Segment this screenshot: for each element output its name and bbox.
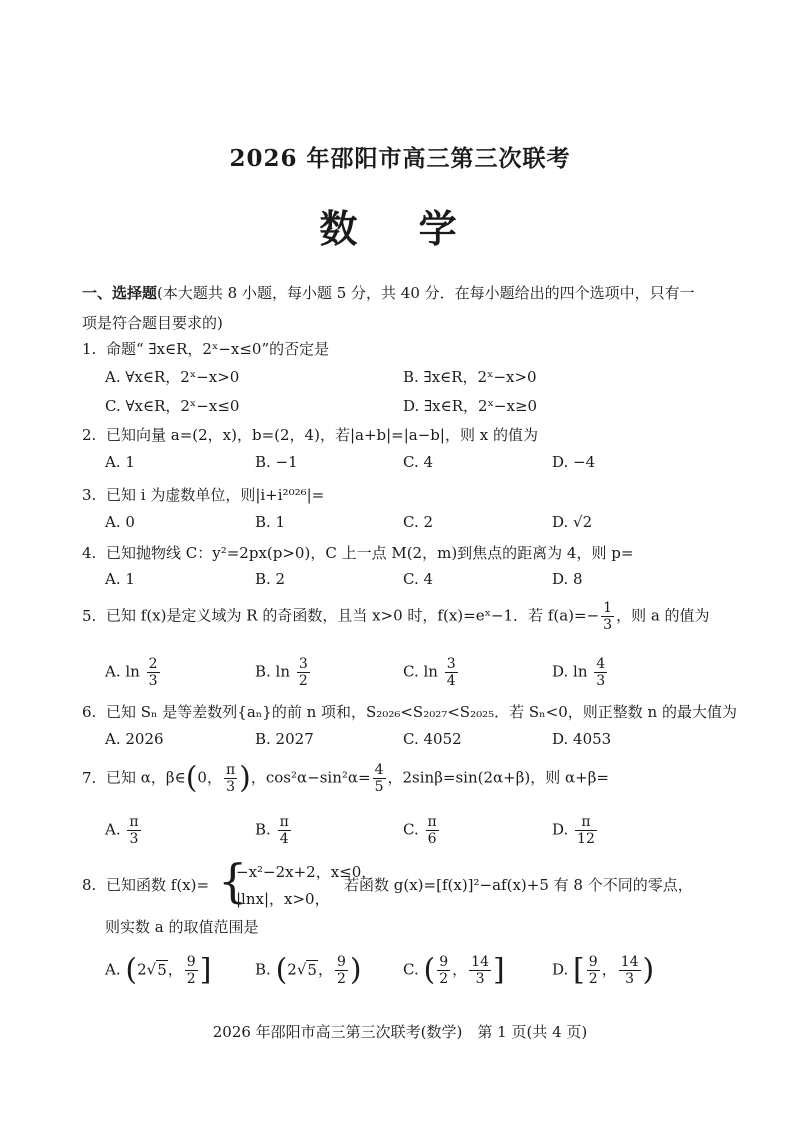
option-c: C. 4 <box>403 453 434 471</box>
numerator: 9 <box>186 954 196 970</box>
option-a <box>105 954 211 987</box>
option-a: A. 1 <box>105 570 135 588</box>
option-label: B. <box>255 820 271 839</box>
question-stem: 已知向量 a=(2，x)，b=(2，4)，若|a+b|=|a−b|，则 x 的值为 <box>106 426 538 444</box>
option-c <box>403 954 505 987</box>
interval-open: ( <box>275 952 288 988</box>
fraction <box>601 600 614 633</box>
option-d: D. −4 <box>552 453 596 471</box>
radicand: 5 <box>157 960 167 979</box>
option-a <box>105 656 162 689</box>
interval-open: ( <box>125 952 138 988</box>
question-4 <box>82 542 742 563</box>
fraction <box>594 656 607 689</box>
fraction <box>469 954 491 987</box>
denominator: 6 <box>427 831 437 847</box>
question-number: 8. <box>82 876 97 894</box>
option-label: D. ln <box>552 662 588 681</box>
option-c: C. 2 <box>403 513 434 531</box>
numerator: 9 <box>588 954 598 970</box>
sqrt-sign: √ <box>296 960 307 979</box>
fraction <box>224 762 237 795</box>
section-instruction-cont: 项是符合题目要求的) <box>82 314 223 332</box>
fraction <box>335 954 348 987</box>
option-c <box>403 814 441 847</box>
question-number: 4. <box>82 544 97 562</box>
subject-title: 数 学 <box>319 206 481 251</box>
option-label: B. <box>255 960 271 979</box>
question-stem-end: ，则 a 的值为 <box>616 606 710 625</box>
option-d: D. 4053 <box>552 730 612 748</box>
question-stem-end: 则实数 a 的取值范围是 <box>105 918 259 936</box>
question-stem: 命题“ ∃x∈R，2ˣ−x≤0”的否定是 <box>106 340 330 358</box>
radicand: 5 <box>307 960 317 979</box>
option-a: A. 0 <box>105 513 135 531</box>
option-b: B. 2027 <box>255 730 314 748</box>
denominator: 2 <box>298 673 308 689</box>
option-label: A. <box>105 960 121 979</box>
denominator: 3 <box>603 617 613 633</box>
numerator: 14 <box>620 954 639 970</box>
fraction <box>373 762 386 795</box>
denominator: 4 <box>279 831 289 847</box>
question-8-stem-end <box>105 916 765 937</box>
numerator: 9 <box>439 954 449 970</box>
question-stem-end: ，2sinβ=sin(2α+β)，则 α+β= <box>387 768 609 787</box>
fraction <box>127 814 140 847</box>
fraction <box>147 656 160 689</box>
option-d <box>552 954 654 987</box>
numerator: 1 <box>603 600 613 616</box>
interval-open: ( <box>185 760 198 796</box>
option-b <box>255 954 362 987</box>
question-number: 3. <box>82 486 97 504</box>
denominator: 2 <box>439 971 449 987</box>
question-3 <box>82 484 742 505</box>
question-number: 7. <box>82 768 97 787</box>
option-a: A. 2026 <box>105 730 164 748</box>
fraction <box>437 954 450 987</box>
separator: ， <box>317 960 333 979</box>
denominator: 3 <box>475 971 485 987</box>
question-5 <box>82 600 742 633</box>
numerator: 3 <box>298 656 308 672</box>
question-stem: 已知抛物线 C：y²=2px(p>0)，C 上一点 M(2，m)到焦点的距离为 4，则 p= <box>106 544 634 562</box>
option-b: B. 1 <box>255 513 286 531</box>
fraction <box>185 954 198 987</box>
numerator: 14 <box>471 954 489 970</box>
option-label: A. ln <box>105 662 140 681</box>
numerator: π <box>427 814 437 830</box>
option-c: C. 4052 <box>403 730 462 748</box>
fraction <box>619 954 641 987</box>
interval-close: ) <box>642 952 655 988</box>
denominator: 4 <box>446 673 456 689</box>
coefficient: 2 <box>137 960 147 979</box>
question-stem-mid: ，cos²α−sin²α= <box>250 768 371 787</box>
question-number: 1. <box>82 340 97 358</box>
question-stem: 已知 i 为虚数单位，则|i+i²⁰²⁶|= <box>106 486 325 504</box>
numerator: π <box>129 814 139 830</box>
interval-close: ] <box>492 952 505 988</box>
denominator: 3 <box>129 831 139 847</box>
numerator: 3 <box>446 656 456 672</box>
numerator: π <box>575 814 597 831</box>
page-footer: 2026 年邵阳市高三第三次联考(数学) 第 1 页(共 4 页) <box>212 1023 588 1041</box>
fraction <box>297 656 310 689</box>
option-label: D. <box>552 820 569 839</box>
piecewise-case-1: −x²−2x+2，x≤0， <box>236 863 377 881</box>
sqrt-sign: √ <box>146 960 157 979</box>
separator: ， <box>601 960 617 979</box>
option-b <box>255 814 293 847</box>
section-label: 一、选择题 <box>82 284 158 302</box>
interval-close: ) <box>239 760 251 796</box>
denominator: 3 <box>148 673 158 689</box>
interval-start: 0， <box>197 768 222 787</box>
option-d: D. ∃x∈R，2ˣ−x≥0 <box>403 397 538 415</box>
option-a: A. 1 <box>105 453 135 471</box>
denominator: 2 <box>186 971 196 987</box>
piecewise-brace: { <box>218 854 248 908</box>
question-stem: 已知 Sₙ 是等差数列{aₙ}的前 n 项和，S₂₀₂₆<S₂₀₂₇<S₂₀₂₅．若 Sₙ<0，则正整数 n 的最大值为 <box>106 703 737 721</box>
coefficient: 2 <box>287 960 297 979</box>
option-label: D. <box>552 960 569 979</box>
page-title: 2026 年邵阳市高三第三次联考 <box>229 145 571 172</box>
question-stem: 已知 f(x)是定义域为 R 的奇函数，且当 x>0 时，f(x)=eˣ−1．若 f(a)=− <box>106 606 600 625</box>
interval-close: ) <box>349 952 362 988</box>
question-stem-mid: 若函数 g(x)=[f(x)]²−af(x)+5 有 8 个不同的零点， <box>344 876 693 894</box>
option-d <box>552 814 599 847</box>
denominator: 3 <box>226 779 236 795</box>
question-6 <box>82 701 742 722</box>
denominator: 3 <box>596 673 606 689</box>
option-label: C. <box>403 820 419 839</box>
question-7 <box>82 762 742 795</box>
option-b: B. −1 <box>255 453 298 471</box>
question-number: 5. <box>82 606 97 625</box>
question-stem: 已知 α，β∈ <box>106 768 186 787</box>
option-b: B. 2 <box>255 570 286 588</box>
question-2 <box>82 424 742 445</box>
question-number: 2. <box>82 426 97 444</box>
numerator: π <box>225 762 236 778</box>
option-label: B. ln <box>255 662 291 681</box>
question-number: 6. <box>82 703 97 721</box>
option-c: C. 4 <box>403 570 434 588</box>
option-label: C. <box>403 960 419 979</box>
option-label: C. ln <box>403 662 438 681</box>
option-c: C. ∀x∈R，2ˣ−x≤0 <box>105 397 240 415</box>
denominator: 12 <box>577 831 595 847</box>
option-c <box>403 656 460 689</box>
numerator: 9 <box>336 954 346 970</box>
numerator: 4 <box>596 656 606 672</box>
section-header <box>82 278 732 338</box>
option-a <box>105 814 143 847</box>
interval-close: ] <box>199 952 212 988</box>
fraction <box>575 814 597 847</box>
option-d: D. 8 <box>552 570 583 588</box>
option-b <box>255 656 312 689</box>
fraction <box>445 656 458 689</box>
numerator: 2 <box>148 656 158 672</box>
option-b: B. ∃x∈R，2ˣ−x>0 <box>403 368 537 386</box>
numerator: π <box>279 814 289 830</box>
piecewise-case-2: |lnx|，x>0， <box>236 890 330 908</box>
denominator: 2 <box>588 971 598 987</box>
option-d <box>552 656 609 689</box>
option-a: A. ∀x∈R，2ˣ−x>0 <box>105 368 240 386</box>
separator: ， <box>167 960 183 979</box>
denominator: 2 <box>336 971 346 987</box>
fraction <box>587 954 600 987</box>
option-d: D. √2 <box>552 513 593 531</box>
interval-open: [ <box>573 952 585 988</box>
numerator: 4 <box>374 762 384 778</box>
interval-open: ( <box>423 952 436 988</box>
question-1 <box>82 338 742 359</box>
fraction <box>426 814 439 847</box>
fraction <box>278 814 291 847</box>
denominator: 5 <box>374 779 384 795</box>
denominator: 3 <box>625 971 635 987</box>
section-instruction: (本大题共 8 小题，每小题 5 分，共 40 分．在每小题给出的四个选项中，只有一 <box>157 284 695 302</box>
separator: ， <box>452 960 468 979</box>
question-stem: 已知函数 f(x)= <box>106 876 210 894</box>
option-label: A. <box>105 820 121 839</box>
